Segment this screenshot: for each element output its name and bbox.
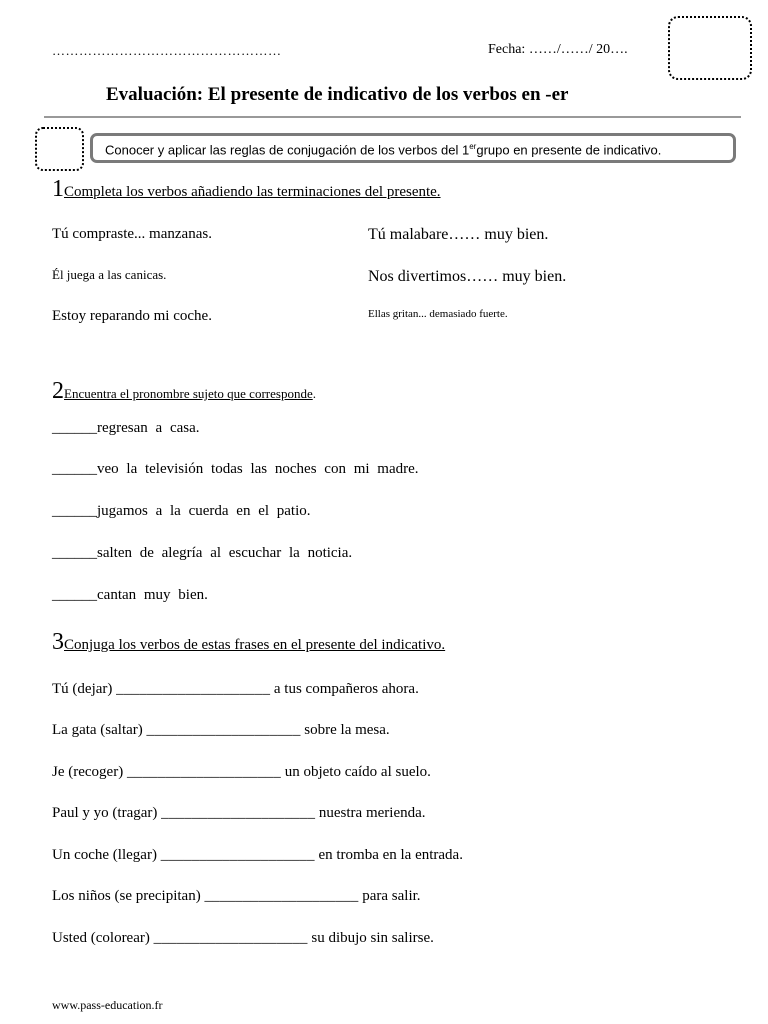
s2-item-text: jugamos a la cuerda en el patio. [97,503,311,519]
s3-blank[interactable]: ____________________ [146,722,301,738]
section2-instruction: Encuentra el pronombre sujeto que corresponde [64,386,313,401]
s2-item-5 [52,587,208,604]
s1-right-item-2: Nos divertimos…… muy bien. [368,268,567,285]
s2-item-text: cantan muy bien. [97,587,208,603]
s3-item-7 [52,930,434,947]
s3-item-end: un objeto caído al suelo. [280,764,431,780]
s1-right-item-3: Ellas gritan... demasiado fuerte. [368,308,508,320]
s2-item-text: veo la televisión todas las noches con mi madre. [97,461,419,477]
s3-blank[interactable]: ____________________ [116,681,271,697]
section2-heading [52,378,316,405]
score-box [668,16,752,80]
section2-instruction-end: . [312,386,316,401]
s3-item-end: para salir. [358,888,421,904]
s3-blank[interactable]: ____________________ [153,930,308,946]
s2-item-text: salten de alegría al escuchar la noticia. [97,545,353,561]
objective-text-end: grupo en presente de indicativo. [476,142,662,158]
title-divider [44,116,741,118]
s2-item-1 [52,420,200,437]
section1-heading [52,176,441,203]
s1-left-item-1: Tú compraste... manzanas. [52,226,212,242]
s3-item-1 [52,681,419,698]
s2-blank[interactable]: ______ [52,461,97,477]
section1-number: 1 [52,176,64,202]
s2-item-2 [52,461,419,478]
s2-blank[interactable]: ______ [52,545,97,561]
s3-item-end: nuestra merienda. [315,805,426,821]
section2-number: 2 [52,378,64,404]
page-title: Evaluación: El presente de indicativo de los verbos en -er [106,84,569,105]
s3-item-start: La gata (saltar) [52,722,147,738]
s2-blank[interactable]: ______ [52,503,97,519]
s3-item-start: Tú (dejar) [52,681,117,697]
s2-item-text: regresan a casa. [97,420,200,436]
s3-item-end: sobre la mesa. [300,722,390,738]
section1-instruction: Completa los verbos añadiendo las terminaciones del presente. [64,184,441,200]
s1-left-item-2: Él juega a las canicas. [52,267,167,282]
s3-item-5 [52,847,463,864]
s3-item-start: Paul y yo (tragar) [52,805,162,821]
section3-instruction: Conjuga los verbos de estas frases en el presente del indicativo. [64,637,446,653]
s3-item-start: Usted (colorear) [52,930,154,946]
competence-box [35,127,84,171]
date-line: Fecha: ……/……/ 20…. [488,42,628,57]
s3-blank[interactable]: ____________________ [204,888,359,904]
s2-blank[interactable]: ______ [52,420,97,436]
s3-item-2 [52,722,390,739]
s3-item-end: su dibujo sin salirse. [307,930,434,946]
s2-blank[interactable]: ______ [52,587,97,603]
s3-item-start: Los niños (se precipitan) [52,888,205,904]
s1-right-item-1: Tú malabare…… muy bien. [368,226,549,243]
s3-item-end: a tus compañeros ahora. [270,681,419,697]
name-line: …………………………………………… [52,43,282,58]
s3-item-end: en tromba en la entrada. [314,847,463,863]
s2-item-3 [52,503,311,520]
s3-blank[interactable]: ____________________ [126,764,281,780]
footer-url[interactable]: www.pass-education.fr [52,998,163,1012]
section3-number: 3 [52,629,64,655]
objective-text [105,142,661,157]
s3-blank[interactable]: ____________________ [160,847,315,863]
s3-item-4 [52,805,426,822]
objective-box [90,133,736,163]
s1-left-item-3: Estoy reparando mi coche. [52,308,212,324]
s3-blank[interactable]: ____________________ [161,805,316,821]
s3-item-3 [52,764,431,781]
s3-item-6 [52,888,421,905]
s3-item-start: Un coche (llegar) [52,847,161,863]
s2-item-4 [52,545,352,562]
objective-text-start: Conocer y aplicar las reglas de conjugación de los verbos del 1 [105,142,470,158]
s3-item-start: Je (recoger) [52,764,127,780]
section3-heading [52,629,445,656]
objective-sup: er [469,142,477,151]
